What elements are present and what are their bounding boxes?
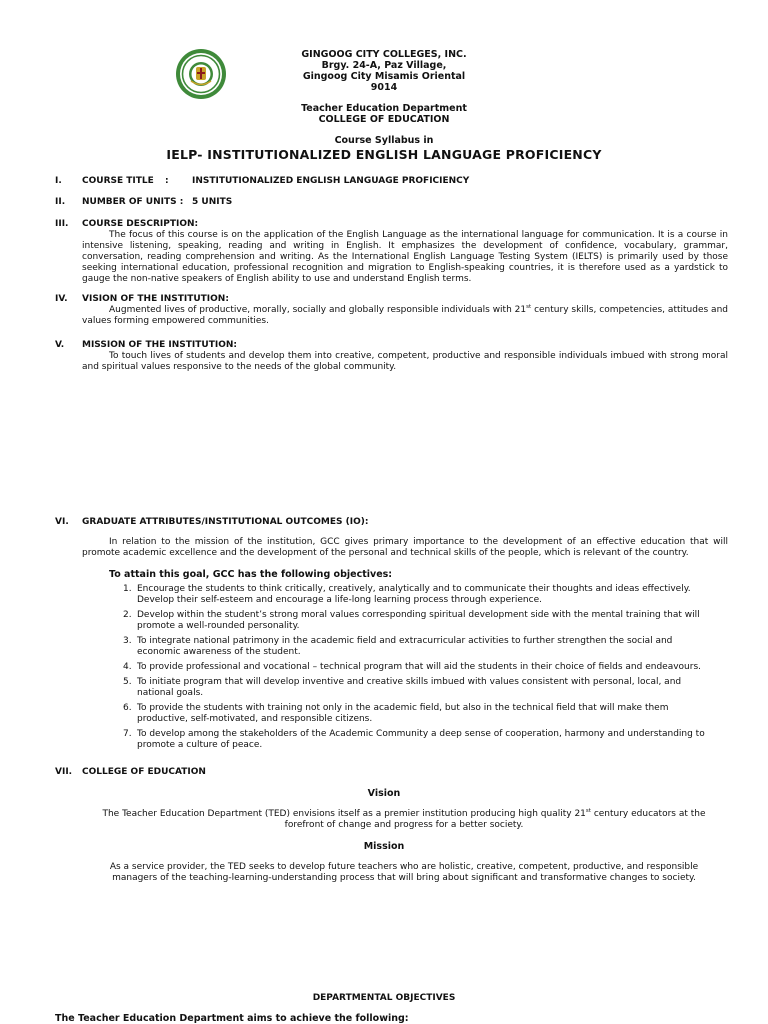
vision-text (82, 305, 728, 327)
objective-item (123, 703, 708, 725)
units-value: 5 UNITS (192, 197, 233, 207)
section-number: VII. (55, 767, 73, 777)
section-number: VI. (55, 517, 69, 527)
school-name: GINGOOG CITY COLLEGES, INC. (301, 49, 467, 60)
objectives-title: To attain this goal, GCC has the following objectives: (109, 569, 393, 580)
section-number: II. (55, 197, 66, 207)
vision-text-part: Augmented lives of productive, morally, socially and globally responsible individuals with 21 (109, 305, 527, 315)
school-address-line-2: Gingoog City Misamis Oriental (302, 71, 466, 82)
college-name: COLLEGE OF EDUCATION (318, 114, 450, 125)
course-title-value: INSTITUTIONALIZED ENGLISH LANGUAGE PROFICIENCY (192, 176, 470, 186)
ted-vision-part: century educators at the forefront of change and progress for a better society. (284, 809, 706, 830)
vision-text-part: century skills, competencies, attitudes and values forming empowered communities. (82, 305, 728, 326)
section-label: MISSION OF THE INSTITUTION: (82, 340, 237, 350)
objective-number: 4. (123, 662, 132, 672)
objective-text: To develop among the stakeholders of the Academic Community a deep sense of cooperation, harmony and understanding to promote a culture of peace. (137, 729, 705, 750)
section-label: NUMBER OF UNITS : (82, 197, 184, 207)
label-separator: : (165, 176, 169, 186)
department-aims-line: The Teacher Education Department aims to achieve the following: (55, 1013, 409, 1024)
objective-item (123, 636, 708, 658)
objective-number: 1. (123, 584, 132, 594)
graduate-attributes-text: In relation to the mission of the institution, GCC gives primary importance to the development of an effective education that will promote academic excellence and the development of the personal and technical skills of the people, which is relevant of the country. (82, 537, 728, 558)
school-address-line-1: Brgy. 24-A, Paz Village, (321, 60, 447, 71)
objective-text: To provide the students with training not only in the academic field, but also in the technical field that will make them productive, self-motivated, and responsible citizens. (137, 703, 669, 724)
objective-number: 5. (123, 677, 132, 687)
objectives-list (123, 584, 708, 755)
objective-text: Develop within the student’s strong moral values corresponding spiritual development side with the mental training that will promote a well-rounded personality. (137, 610, 700, 631)
ted-mission-text: As a service provider, the TED seeks to develop future teachers who are holistic, creative, competent, productive, and responsible managers of the teaching-learning-understanding process that will bring about significant and transformative changes to society. (109, 862, 699, 883)
objective-item (123, 677, 708, 699)
objective-number: 3. (123, 636, 132, 646)
ordinal-suffix: st (526, 304, 532, 310)
syllabus-label: Course Syllabus in (334, 135, 434, 146)
section-number: V. (55, 340, 65, 350)
section-number: IV. (55, 294, 68, 304)
college-seal-icon (175, 48, 227, 100)
section-label: COURSE TITLE (82, 176, 154, 186)
mission-heading: Mission (363, 841, 405, 852)
objective-number: 7. (123, 729, 132, 739)
objective-text: To integrate national patrimony in the academic field and extracurricular activities to further strengthen the social and economic awareness of the student. (137, 636, 673, 657)
objective-text: To initiate program that will develop inventive and creative skills imbued with values consistent with personal, local, and national goals. (137, 677, 682, 698)
school-header (240, 49, 528, 146)
objective-text: Encourage the students to think critically, creatively, analytically and to communicate their thoughts and ideas effectively. Develop their self-esteem and encourage a life-long learning process through experience. (137, 584, 691, 605)
objective-item (123, 729, 708, 751)
ordinal-suffix: st (585, 808, 591, 814)
course-description-text: The focus of this course is on the application of the English Language as the international language for communication. It is a course in intensive listening, speaking, reading and writing in English. It emphasizes the development of confidence, vocabulary, grammar, conversation, reading comprehension and writing. As the International English Language Testing System (IELTS) is primarily used by those seeking international education, professional recognition and migration to English-speaking countries, it is therefore used as a yardstick to gauge the non-native speakers of English ability to use and understand English terms. (82, 230, 728, 284)
objective-number: 2. (123, 610, 132, 620)
section-label: GRADUATE ATTRIBUTES/INSTITUTIONAL OUTCOMES (IO): (82, 517, 369, 527)
mission-text: To touch lives of students and develop them into creative, competent, productive and responsible individuals imbued with strong moral and spiritual values responsive to the needs of the global community. (82, 351, 728, 372)
objective-text: To provide professional and vocational – technical program that will aid the students in their choice of fields and endeavours. (137, 662, 702, 672)
objective-item (123, 662, 708, 673)
objective-item (123, 584, 708, 606)
vision-heading: Vision (367, 788, 401, 799)
objective-item (123, 610, 708, 632)
section-number: III. (55, 219, 69, 229)
section-label: VISION OF THE INSTITUTION: (82, 294, 229, 304)
section-label: COLLEGE OF EDUCATION (82, 767, 206, 777)
departmental-objectives-heading: DEPARTMENTAL OBJECTIVES (312, 993, 456, 1003)
school-zip: 9014 (370, 82, 398, 93)
section-label: COURSE DESCRIPTION: (82, 219, 199, 229)
ted-vision-text (100, 809, 708, 831)
department-name: Teacher Education Department (301, 103, 467, 114)
objective-number: 6. (123, 703, 132, 713)
ted-vision-part: The Teacher Education Department (TED) envisions itself as a premier institution producing high quality 21 (102, 809, 586, 819)
section-number: I. (55, 176, 62, 186)
page-title: IELP- INSTITUTIONALIZED ENGLISH LANGUAGE PROFICIENCY (166, 147, 602, 162)
